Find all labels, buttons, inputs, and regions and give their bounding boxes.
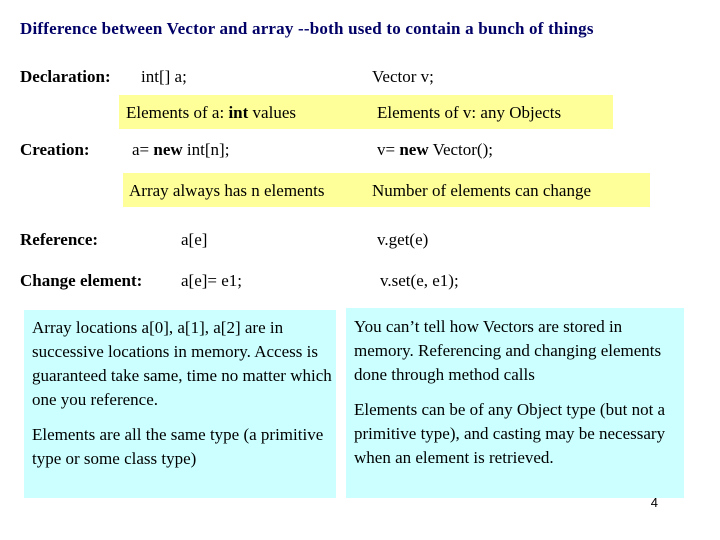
change-array: a[e]= e1; — [181, 271, 243, 290]
creation-vector-suffix: Vector(); — [428, 140, 493, 159]
creation-array-prefix: a= — [132, 140, 154, 159]
elements-array-suffix: values — [248, 103, 296, 122]
creation-vector-keyword: new — [399, 140, 429, 159]
array-notes-box — [24, 310, 336, 498]
page-number: 4 — [650, 495, 658, 510]
array-notes-type: Elements are all the same type (a primitive type or some class type) — [32, 425, 324, 468]
elements-vector: Elements of v: any Objects — [377, 103, 562, 122]
creation-vector — [377, 140, 493, 160]
declaration-label-text: Declaration: — [20, 67, 111, 86]
vector-notes-type: Elements can be of any Object type (but not a primitive type), and casting may be necessary when an element is retrieved. — [354, 400, 666, 467]
creation-label: Creation: — [20, 140, 90, 159]
declaration-label — [20, 67, 111, 87]
vector-notes-memory: You can’t tell how Vectors are stored in memory. Referencing and changing elements done through method calls — [354, 317, 662, 384]
vector-notes-gap — [354, 387, 684, 398]
array-notes-gap — [32, 412, 336, 423]
creation-vector-prefix: v= — [377, 140, 400, 159]
reference-label: Reference: — [20, 230, 99, 249]
declaration-array: int[] a; — [141, 67, 187, 86]
elements-array — [126, 103, 296, 123]
slide-title: Difference between Vector and array --both used to contain a bunch of things — [20, 19, 594, 38]
reference-vector: v.get(e) — [377, 230, 429, 249]
change-vector: v.set(e, e1); — [380, 271, 459, 290]
declaration-vector: Vector v; — [372, 67, 434, 86]
vector-notes-box — [346, 308, 684, 498]
size-vector: Number of elements can change — [372, 181, 592, 200]
reference-array: a[e] — [181, 230, 208, 249]
change-label: Change element: — [20, 271, 143, 290]
creation-array — [132, 140, 229, 160]
array-notes-memory: Array locations a[0], a[1], a[2] are in successive locations in memory. Access is guaranteed take same, time no matter which one you reference. — [32, 318, 332, 409]
elements-array-prefix: Elements of a: — [126, 103, 229, 122]
creation-array-suffix: int[n]; — [182, 140, 230, 159]
elements-array-keyword: int — [228, 103, 249, 122]
creation-array-keyword: new — [153, 140, 183, 159]
size-array: Array always has n elements — [129, 181, 325, 200]
